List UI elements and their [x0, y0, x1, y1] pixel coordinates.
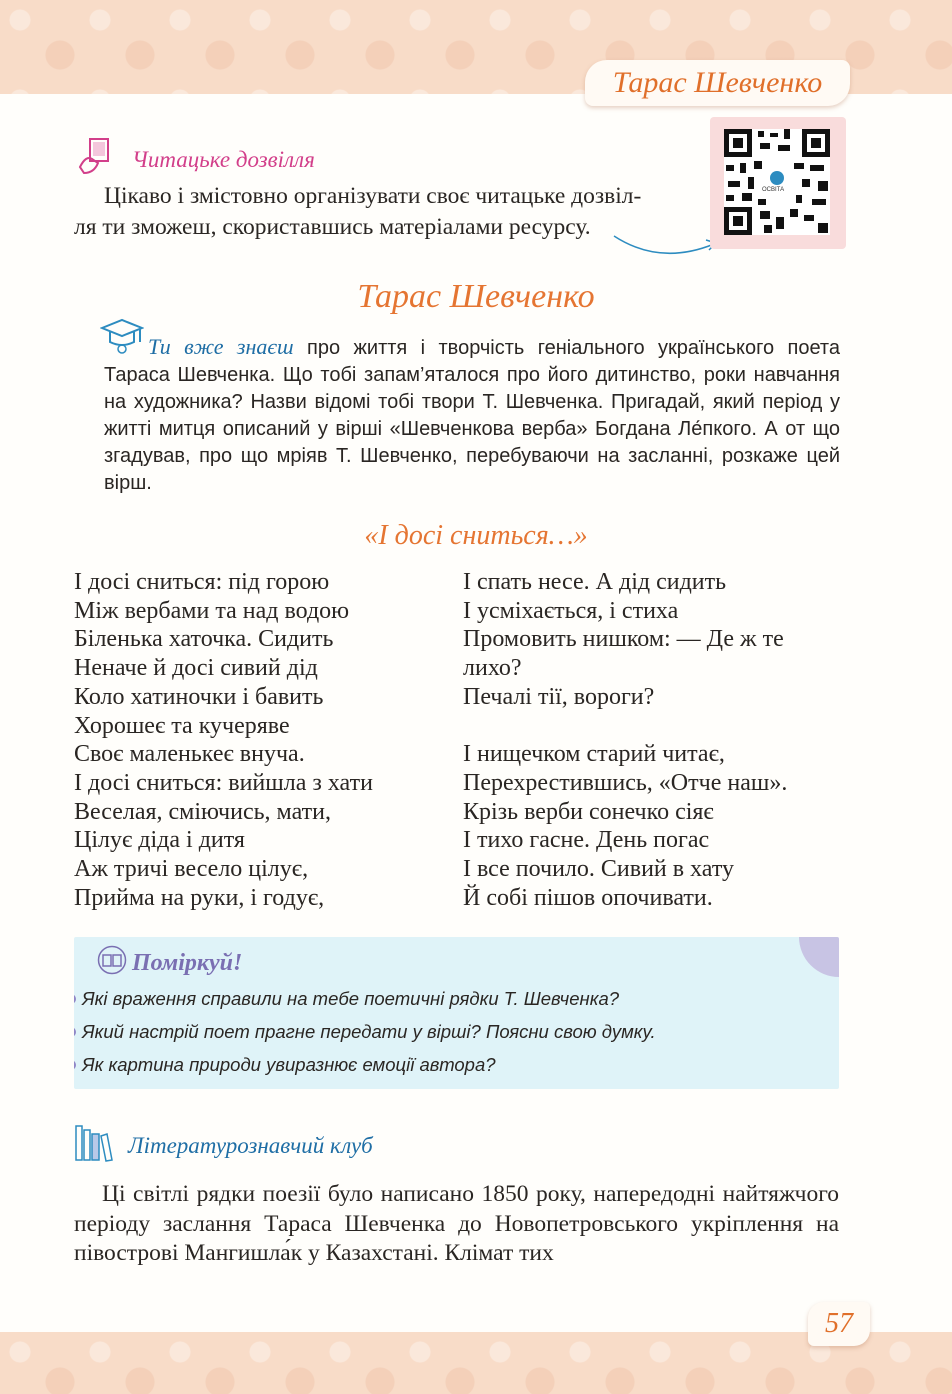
- intro-paragraph: [104, 333, 840, 497]
- club-paragraph: Ці світлі рядки поезії було написано 1850 року, напередодні найтяжчого періоду заслання Тараса Шевченка до Новопетровського укріплення на півострові Мангишла́к у Казахстані. Клімат тих: [74, 1181, 839, 1266]
- poem-line: [463, 712, 787, 741]
- think-heading-block: [96, 945, 242, 982]
- bullet-icon: [74, 1027, 76, 1037]
- think-heading: Поміркуй!: [132, 950, 243, 976]
- qr-code[interactable]: [710, 117, 846, 249]
- chapter-tab: [585, 60, 850, 106]
- poem-line: І тихо гасне. День погас: [463, 827, 710, 854]
- poem-line: І нищечком старий читає,: [463, 741, 725, 768]
- poem-line: Неначе й досі сивий дід: [74, 655, 318, 682]
- poem-line: І усміхається, і стиха: [463, 597, 679, 624]
- poem-line: Прийма на руки, і годує,: [74, 884, 325, 911]
- qr-code-image: [724, 129, 830, 235]
- think-corner-decoration: [799, 937, 839, 977]
- poem-title: «І досі сниться…»: [364, 520, 588, 551]
- poem-line: І все почило. Сивий в хату: [463, 856, 734, 883]
- reading-text-line: Цікаво і змістовно організувати своє читацьке дозвіл-: [104, 183, 642, 209]
- reading-heading: Читацьке дозвілля: [132, 146, 315, 172]
- poem-right-column: [463, 568, 787, 912]
- club-text: [74, 1180, 839, 1269]
- reading-heading-block: [76, 137, 315, 182]
- poem-line: І досі сниться: вийшла з хати: [74, 769, 373, 796]
- question-item: [74, 988, 619, 1010]
- poem-line: лихо?: [463, 655, 522, 682]
- poem-line: Своє маленькеє внуча.: [74, 741, 305, 768]
- bullet-icon: [74, 994, 76, 1004]
- chapter-tab-title: Тарас Шевченко: [612, 66, 823, 99]
- poem-line: Веселая, сміючись, мати,: [74, 798, 331, 825]
- qr-pattern-icon: [724, 129, 830, 235]
- reading-text-line: ля ти зможеш, скориставшись матеріалами ресурсу.: [74, 214, 591, 240]
- think-box: [74, 937, 839, 1089]
- bullet-icon: [74, 1060, 76, 1070]
- intro-lead: Ти вже знаєш: [148, 334, 294, 359]
- poem-line: Між вербами та над водою: [74, 597, 350, 624]
- poem-line: Цілує діда і дитя: [74, 827, 245, 854]
- poem-line: І досі сниться: під горою: [74, 569, 330, 595]
- open-book-icon: [96, 945, 128, 982]
- poem-line: Біленька хаточка. Сидить: [74, 626, 334, 653]
- poem-line: Промовить нишком: — Де ж те: [463, 626, 784, 653]
- page-title: Тарас Шевченко: [357, 278, 595, 315]
- poem-line: Коло хатиночки і бавить: [74, 683, 324, 710]
- poem-left-column: [74, 568, 373, 912]
- club-heading-block: [74, 1124, 373, 1167]
- page-number: 57: [825, 1308, 853, 1339]
- tablet-hand-icon: [76, 137, 112, 182]
- pointer-arrow-icon: [610, 228, 720, 262]
- poem-line: Перехрестившись, «Отче наш».: [463, 769, 788, 796]
- poem-line: Крізь верби сонечко сіяє: [463, 798, 714, 825]
- question-item: [74, 1054, 496, 1076]
- poem-line: І спать несе. А дід сидить: [463, 569, 727, 595]
- poem-line: Хорошеє та кучеряве: [74, 712, 290, 739]
- poem-line: Аж тричі весело цілує,: [74, 856, 309, 883]
- books-icon: [74, 1124, 114, 1167]
- question-text: Який настрій поет прагне передати у вірші? Поясни свою думку.: [82, 1021, 656, 1042]
- question-item: [74, 1021, 656, 1043]
- question-text: Як картина природи увиразнює емоції автора?: [82, 1054, 496, 1075]
- club-heading: Літературознавчий клуб: [128, 1132, 373, 1158]
- page-number-tab: [808, 1302, 870, 1346]
- qr-brand-label: ОСВІТА: [762, 187, 785, 193]
- poem-line: Печалі тії, вороги?: [463, 683, 655, 710]
- poem-line: Й собі пішов опочивати.: [463, 884, 713, 911]
- intro-text: про життя і творчість геніального українського поета Тараса Шевченка. Що тобі запам’яталося про його дитинство, роки навчання на художника? Назви відомі тобі твори Т. Шевченка. Пригадай, який період у житті митця описаний у вірші «Шевченкова верба» Богдана Ле́пкого. А от що згадував, про що мріяв Т. Шевченко, перебуваючи на засланні, розкаже цей вірш.: [104, 337, 840, 494]
- question-text: Які враження справили на тебе поетичні рядки Т. Шевченка?: [82, 988, 620, 1009]
